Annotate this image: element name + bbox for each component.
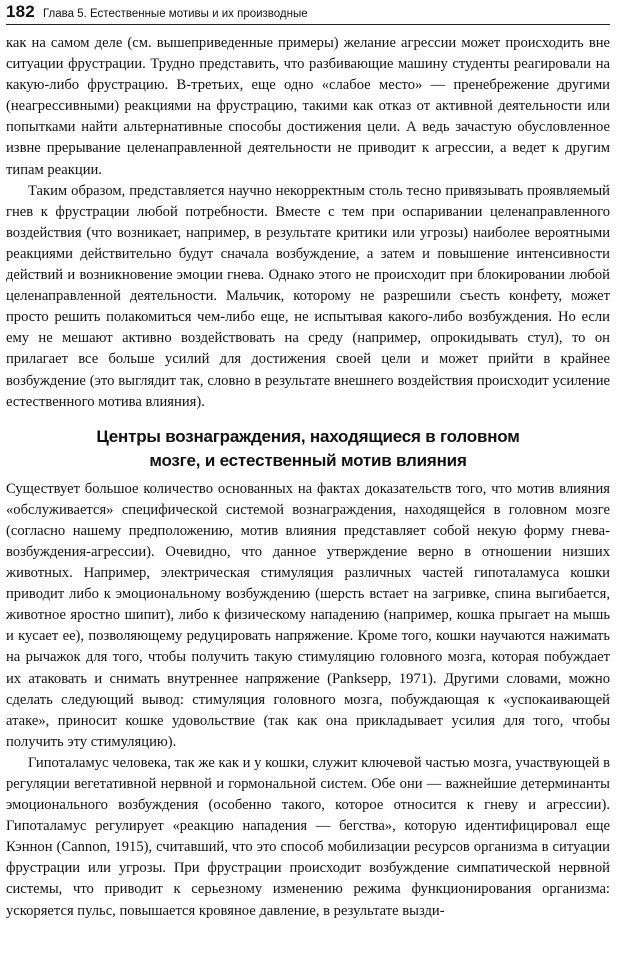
section-heading [6,425,610,473]
chapter-title: Глава 5. Естественные мотивы и их производные [42,8,308,20]
body-paragraph: Таким образом, представляется научно некорректным столь тесно привязывать проявляемый гнев к фрустрации любой потребности. Вместе с тем при оспаривании целенаправленного воздействия (что возникает, например, в результате критики или угрозы) наиболее вероятными реакциями действительно будут сначала возбуждение, а затем и повышение интенсивности действий и возникновение эмоции гнева. Однако этого не происходит при блокировании любой целенаправленной деятельности. Мальчик, которому не разрешили съесть конфету, может просто решить полакомиться чем-либо еще, не испытывая какого-либо возбуждения. Но если ему не мешают активно воздействовать на среду (например, опрокидывать стул), то он прилагает все больше усилий для достижения своей цели и может прийти в крайнее возбуждение (это выглядит так, словно в результате внешнего воздействия происходит усиление естественного мотива влияния). [6,182,610,410]
body-paragraph: как на самом деле (см. вышеприведенные примеры) желание агрессии может происходить вне ситуации фрустрации. Трудно представить, что разбивающие машину студенты реагировали на какую-либо фрустрацию. В-третьих, еще одно «слабое место» — пренебрежение другими (неагрессивными) реакциями на фрустрацию, такими как отказ от активной деятельности или попытками найти альтернативные способы достижения цели. А ведь зачастую обусловленное извне прерывание целенаправленной деятельности не приводит к агрессии, а ведет к другим типам реакции. [6,35,610,178]
body-paragraph: Существует большое количество основанных на фактах доказательств того, что мотив влияния «обслуживается» специфической системой вознаграждения, находящейся в головном мозге (согласно нашему предположению, мотив влияния представляет собой некую форму гнева-возбуждения-агрессии). Очевидно, что данное утверждение верно в отношении низших животных. Например, электрическая стимуляция различных частей гипоталамуса кошки приводит либо к эмоциональному возбуждению (шерсть встает на загривке, спина выгибается, животное яростно шипит), либо к физическому нападению (например, кошка прыгает на мышь и кусает ее), позволяющему редуцировать напряжение. Кроме того, кошки научаются нажимать на рычажок для того, чтобы получить такую стимуляцию головного мозга, которая побуждает их атаковать и снимать внутреннее напряжение (Panksepp, 1971). Другими словами, можно сделать следующий вывод: стимуляция головного мозга, побуждающая к «успокаивающей атаке», приносит кошке удовольствие (так как она прикладывает усилия для того, чтобы получить эту стимуляцию). [6,480,610,750]
page-number: 182 [6,2,35,21]
running-head [6,0,610,25]
section-heading-line: Центры вознаграждения, находящиеся в головном [96,426,520,446]
section-heading-line: мозге, и естественный мотив влияния [149,450,467,470]
body-paragraph: Гипоталамус человека, так же как и у кошки, служит ключевой частью мозга, участвующей в регуляции вегетативной нервной и гормональной систем. Обе они — важнейшие детерминанты эмоционального возбуждения (особенно такого, которое относится к гневу и агрессии). Гипоталамус регулирует «реакцию нападения — бегства», которую идентифицировал еще Кэннон (Cannon, 1915), считавший, что это способ мобилизации ресурсов организма в ситуации фрустрации или угрозы. При фрустрации происходит возбуждение симпатической нервной системы, что приводит к серьезному изменению режима функционирования организма: ускоряется пульс, повышается кровяное давление, в результате вызди- [6,754,610,919]
